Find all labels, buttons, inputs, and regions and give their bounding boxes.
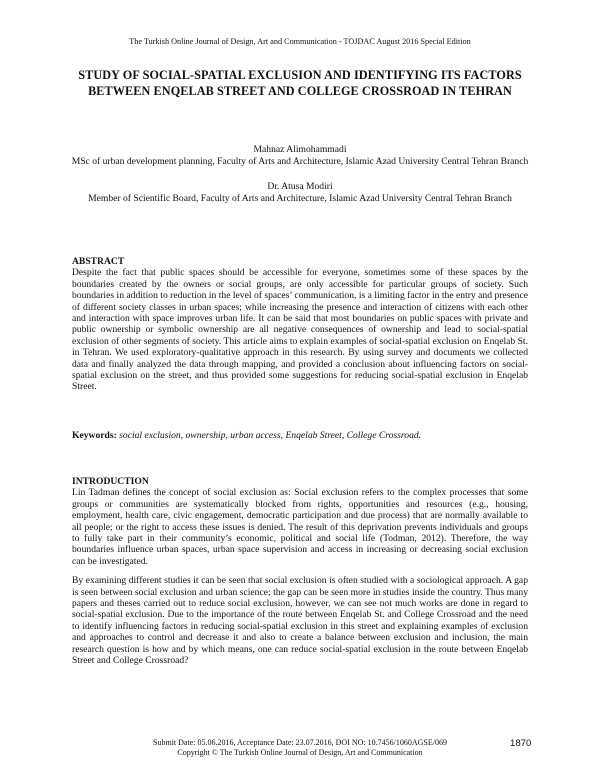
abstract-section xyxy=(72,256,528,393)
submit-info: Submit Date: 05.06.2016, Acceptance Date: 23.07.2016, DOI NO: 10.7456/1060AGSE/069 xyxy=(153,738,447,747)
author-2 xyxy=(60,181,540,204)
abstract-text: Despite the fact that public spaces should be accessible for everyone, sometimes some of these spaces by the boundaries created by the owners or social groups, are only accessible for particular groups of society. Such boundaries in addition to reduction in the level of spaces’ communication, is a limiting factor in the entry and presence of different society classes in urban spaces; while increasing the presence and interaction of citizens with each other and interaction with space improves urban life. It can be said that most boundaries on public spaces with private and public ownership or symbolic ownership are all negative consequences of ownership and lead to social-spatial exclusion of other segments of society. This article aims to explain examples of social-spatial exclusion on Enqelab St. in Tehran. We used exploratory-qualitative approach in this research. By using survey and documents we collected data and finally analyzed the data through mapping, and provided a conclusion about influencing factors on social-spatial exclusion on the street, and thus provided some suggestions for reducing social-spatial exclusion in Enqelab Street. xyxy=(72,267,528,393)
journal-header: The Turkish Online Journal of Design, Art and Communication - TOJDAC August 2016 Special Edition xyxy=(129,37,471,46)
author-list xyxy=(60,144,540,218)
author-1 xyxy=(60,144,540,167)
introduction-section xyxy=(72,476,528,675)
author-name: Mahnaz Alimohammadi xyxy=(253,144,347,155)
paper-title: STUDY OF SOCIAL-SPATIAL EXCLUSION AND IDENTIFYING ITS FACTORS BETWEEN ENQELAB STREET AND COLLEGE CROSSROAD IN TEHRAN xyxy=(78,68,522,98)
keywords-section xyxy=(72,430,528,441)
copyright-notice: Copyright © The Turkish Online Journal of Design, Art and Communication xyxy=(177,748,423,757)
abstract-heading: ABSTRACT xyxy=(72,256,125,267)
introduction-paragraph: By examining different studies it can be seen that social exclusion is often studied with a sociological approach. A gap is seen between social exclusion and urban science; the gap can be seen more in studies inside the country. Thus many papers and theses carried out to reduce social exclusion, however, we can see not much works are done in regard to social-spatial exclusion. Due to the importance of the route between Enqelab St. and College Crossroad and the need to identify influencing factors in reducing social-spatial exclusion in this street and explaining examples of exclusion and approaches to control and decrease it and also to create a balance between exclusion and inclusion, the main research question is how and by which means, one can reduce social-spatial exclusion in the route between Enqelab Street and College Crossroad? xyxy=(72,575,528,667)
introduction-paragraph: Lin Tadman defines the concept of social exclusion as: Social exclusion refers to the complex processes that some groups or communities are systematically blocked from rights, opportunities and resources (e.g., housing, employment, health care, civic engagement, democratic participation and due process) that are normally available to all people; or the right to access these issues is denied. The result of this deprivation prevents individuals and groups to fully take part in their community’s economic, political and social life (Todman, 2012). Therefore, the way boundaries influence urban spaces, urban space supervision and access in increasing or decreasing social exclusion can be investigated. xyxy=(72,487,528,567)
author-affiliation: Member of Scientific Board, Faculty of Arts and Architecture, Islamic Azad University Central Tehran Branch xyxy=(88,192,512,204)
author-name: Dr. Atusa Modiri xyxy=(267,181,333,193)
keywords-values: social exclusion, ownership, urban access, Enqelab Street, College Crossroad. xyxy=(119,430,422,441)
keywords-label: Keywords: xyxy=(72,430,117,441)
author-affiliation: MSc of urban development planning, Faculty of Arts and Architecture, Islamic Azad University Central Tehran Branch xyxy=(71,155,529,167)
page-number: 1870 xyxy=(510,738,532,749)
introduction-heading: INTRODUCTION xyxy=(72,476,149,487)
